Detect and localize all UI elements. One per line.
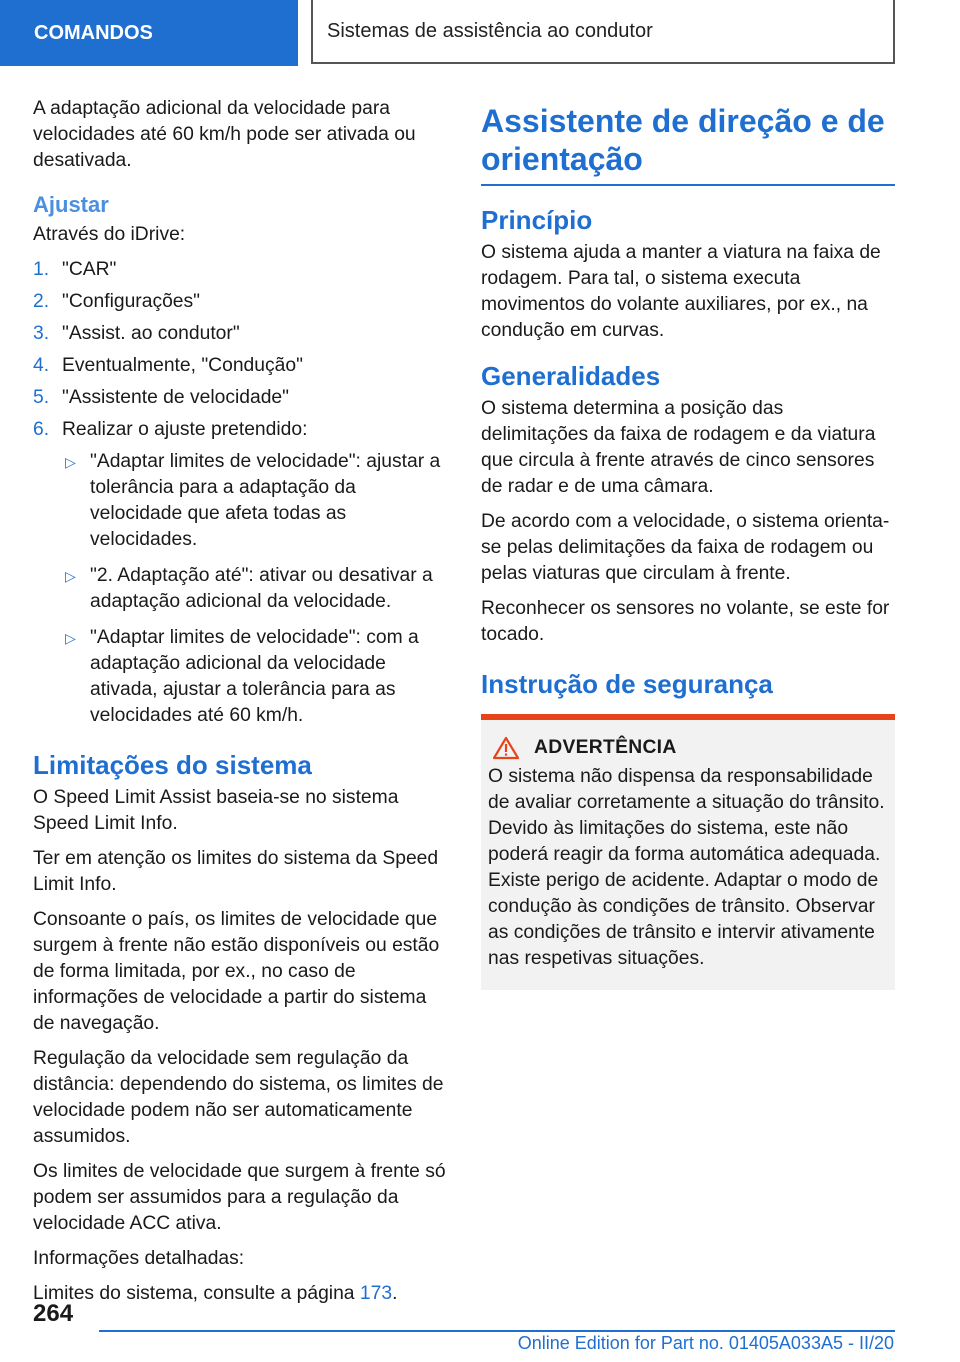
paragraph: Reconhecer os sensores no volante, se este for tocado.	[481, 598, 890, 645]
ajustar-lead: Através do iDrive:	[33, 224, 186, 245]
section-tab: COMANDOS	[0, 0, 298, 66]
warning-triangle-icon	[492, 736, 520, 760]
step-text: Eventualmente, "Condução"	[62, 355, 303, 376]
steps-list	[33, 257, 451, 729]
section-title: Assistente de direção e de orientação	[481, 92, 895, 186]
paragraph: O sistema ajuda a manter a viatura na faixa de rodagem. Para tal, o sistema executa movimentos do volante auxiliares, por ex., na condução em curvas.	[481, 242, 881, 341]
triangle-bullet-icon: ▷	[65, 630, 76, 646]
list-item	[33, 417, 451, 729]
page-header	[0, 0, 960, 66]
list-item	[33, 257, 451, 283]
paragraph: Ter em atenção os limites do sistema da Speed Limit Info.	[33, 848, 439, 895]
warning-title: ADVERTÊNCIA	[534, 737, 677, 758]
list-item: ▷ "Adaptar limites de velocidade": com a adaptação adicional da velocidade ativada, ajustar a tolerância para as velocidades até 60 km/h.	[65, 627, 419, 726]
step-number: 2.	[33, 291, 50, 312]
ajustar-heading: Ajustar	[33, 192, 109, 217]
principle-heading: Princípio	[481, 205, 593, 235]
step-text: "Configurações"	[62, 291, 201, 312]
warning-box	[481, 714, 895, 990]
warning-header	[488, 736, 887, 760]
footer-divider	[99, 1330, 895, 1332]
right-column	[481, 92, 895, 990]
edition-footer: Online Edition for Part no. 01405A033A5 - II/20	[517, 1333, 894, 1353]
general-heading: Generalidades	[481, 361, 661, 391]
step-number: 5.	[33, 387, 50, 408]
paragraph: Consoante o país, os limites de velocidade que surgem à frente não estão disponíveis ou estão de forma limitada, por ex., no caso de informações de velocidade a partir do sistema de navegação.	[33, 909, 440, 1034]
paragraph: Regulação da velocidade sem regulação da distância: dependendo do sistema, os limites de velocidade podem não ser automaticamente assumidos.	[33, 1048, 444, 1147]
chapter-title: Sistemas de assistência ao condutor	[311, 0, 895, 64]
triangle-bullet-icon: ▷	[65, 454, 76, 470]
list-item	[33, 321, 451, 347]
list-item: ▷ "Adaptar limites de velocidade": ajustar a tolerância para a adaptação da velocidade que afeta todas as velocidades.	[65, 451, 441, 550]
paragraph: Informações detalhadas:	[33, 1248, 245, 1269]
intro-paragraph: A adaptação adicional da velocidade para velocidades até 60 km/h pode ser ativada ou desativada.	[33, 98, 416, 171]
list-item	[33, 289, 451, 315]
safety-heading: Instrução de segurança	[481, 669, 773, 699]
step-number: 1.	[33, 259, 50, 280]
list-item: ▷ "2. Adaptação até": ativar ou desativar a adaptação adicional da velocidade.	[65, 565, 433, 612]
list-item	[33, 353, 451, 379]
warning-text: O sistema não dispensa da responsabilidade de avaliar corretamente a situação do trânsito. Devido às limitações do sistema, este não poderá reagir da forma automática adequada. Existe perigo de acidente. Adaptar o modo de condução às condições de trânsito. Observar as condições de trânsito e intervir ativamente nas respetivas situações.	[488, 766, 885, 969]
paragraph: Os limites de velocidade que surgem à frente só podem ser assumidos para a regulação da velocidade ACC ativa.	[33, 1161, 446, 1234]
list-item	[33, 385, 451, 411]
left-column	[33, 96, 451, 1316]
step-number: 3.	[33, 323, 50, 344]
step-number: 6.	[33, 419, 50, 440]
step-text: "CAR"	[62, 259, 117, 280]
step-text: Realizar o ajuste pretendido:	[62, 419, 308, 440]
page-link[interactable]: 173	[359, 1283, 393, 1304]
step-number: 4.	[33, 355, 50, 376]
limitations-heading: Limitações do sistema	[33, 750, 312, 780]
step-text: "Assistente de velocidade"	[62, 387, 289, 408]
cross-reference: Limites do sistema, consulte a página 173.	[33, 1283, 398, 1304]
paragraph: De acordo com a velocidade, o sistema orienta-se pelas delimitações da faixa de rodagem ou pelas viaturas que circulam à frente.	[481, 511, 890, 584]
paragraph: O Speed Limit Assist baseia-se no sistema Speed Limit Info.	[33, 787, 399, 834]
step-text: "Assist. ao condutor"	[62, 323, 240, 344]
sub-bullet-list	[62, 449, 451, 729]
page-number: 264	[33, 1300, 74, 1327]
triangle-bullet-icon: ▷	[65, 568, 76, 584]
paragraph: O sistema determina a posição das delimitações da faixa de rodagem e da viatura que circula à frente através de cinco sensores de radar e de uma câmara.	[481, 398, 876, 497]
